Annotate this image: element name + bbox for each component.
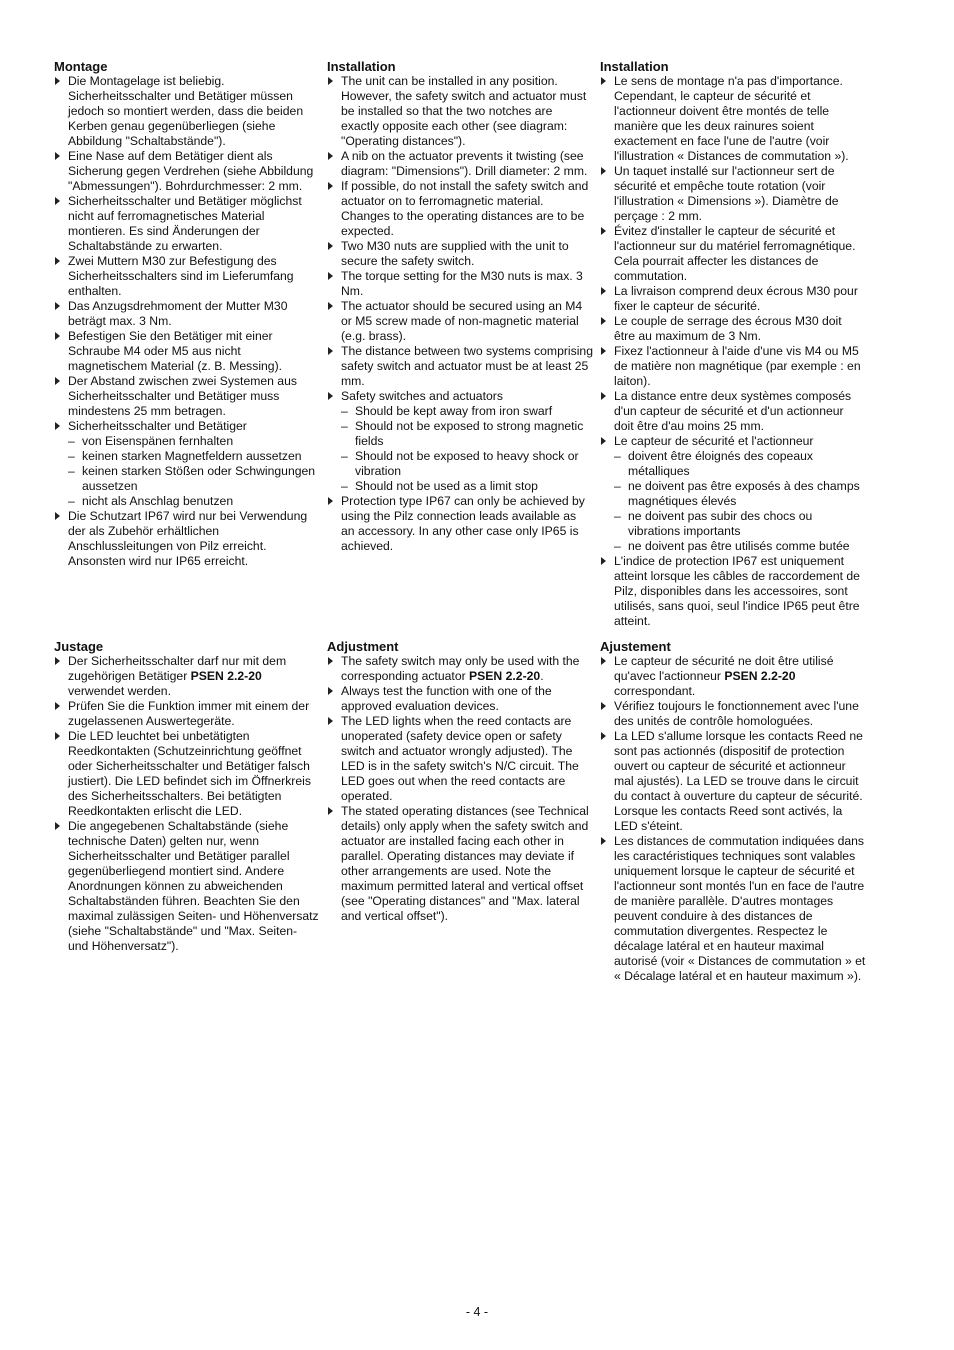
list-item: La distance entre deux systèmes composés d'un capteur de sécurité et d'un actionneur doit être d'au moins 25 mm. [600, 389, 866, 434]
section-montage [54, 59, 320, 569]
sub-item: – von Eisenspänen fernhalten [68, 434, 320, 449]
list-item: Le sens de montage n'a pas d'importance. Cependant, le capteur de sécurité et l'actionneur doivent être montés de telle manière que les deux rainures soient exactement en face l'une de l'autre (voir l'illustration « Distances de commutation »). [600, 74, 866, 164]
list-item: Die angegebenen Schaltabstände (siehe technische Daten) gelten nur, wenn Sicherheitsschalter und Betätiger parallel gegenüberliegend montiert sind. Andere Anordnungen können zu abweichenden Schaltabständen führen. Beachten Sie den maximal zulässigen Seiten- und Höhenversatz (siehe "Schaltabstände" und "Max. Seiten- und Höhenversatz"). [54, 819, 320, 954]
sub-list [68, 434, 320, 509]
list-item: A nib on the actuator prevents it twisting (see diagram: "Dimensions"). Drill diameter: 2 mm. [327, 149, 593, 179]
section-installation-fr [600, 59, 866, 629]
sub-list [341, 404, 593, 494]
list-item: La LED s'allume lorsque les contacts Reed ne sont pas actionnés (dispositif de protection ouvert ou capteur de sécurité et actionneur mal ajustés). La LED se trouve dans le circuit du contact à ouverture du capteur de sécurité. Lorsque les contacts Reed sont activés, la LED s'éteint. [600, 729, 866, 834]
list-item: Prüfen Sie die Funktion immer mit einem der zugelassenen Auswertegeräte. [54, 699, 320, 729]
list-item: Un taquet installé sur l'actionneur sert de sécurité et empêche toute rotation (voir l'illustration « Dimensions »). Diamètre de perçage : 2 mm. [600, 164, 866, 224]
list-item: Le capteur de sécurité et l'actionneur – doivent être éloignés des copeaux métalliques – ne doivent pas être exposés à des champs magnétiques élevés – ne doivent pas subir des chocs ou vibrations importants – ne doivent pas être utilisés comme butée [600, 434, 866, 554]
sub-item: – ne doivent pas être utilisés comme butée [614, 539, 866, 554]
list-item: Le capteur de sécurité ne doit être utilisé qu'avec l'actionneur PSEN 2.2-20 correspondant. [600, 654, 866, 699]
list-item: The safety switch may only be used with the corresponding actuator PSEN 2.2-20. [327, 654, 593, 684]
list-item: Sicherheitsschalter und Betätiger möglichst nicht auf ferromagnetisches Material montieren. Es sind Änderungen der Schaltabstände zu erwarten. [54, 194, 320, 254]
list-item: Die Schutzart IP67 wird nur bei Verwendung der als Zubehör erhältlichen Anschlussleitungen von Pilz erreicht. Ansonsten wird nur IP65 erreicht. [54, 509, 320, 569]
page-number: - 4 - [465, 1305, 489, 1319]
section-heading: Montage [54, 59, 108, 74]
list-item: Eine Nase auf dem Betätiger dient als Sicherung gegen Verdrehen (siehe Abbildung "Abmessungen"). Bohrdurchmesser: 2 mm. [54, 149, 320, 194]
list-item: Die Montagelage ist beliebig. Sicherheitsschalter und Betätiger müssen jedoch so montiert werden, dass die beiden Kerben genau gegenüberliegen (siehe Abbildung "Schaltabstände"). [54, 74, 320, 149]
list-item: Évitez d'installer le capteur de sécurité et l'actionneur sur du matériel ferromagnétique. Cela pourrait affecter les distances de commutation. [600, 224, 866, 284]
sub-item: – Should not be exposed to strong magnetic fields [341, 419, 593, 449]
list-item: Fixez l'actionneur à l'aide d'une vis M4 ou M5 de matière non magnétique (par exemple : en laiton). [600, 344, 866, 389]
sub-item: – ne doivent pas être exposés à des champs magnétiques élevés [614, 479, 866, 509]
sub-item: – Should not be exposed to heavy shock or vibration [341, 449, 593, 479]
sub-item: – Should not be used as a limit stop [341, 479, 593, 494]
section-heading: Ajustement [600, 639, 671, 654]
section-heading: Installation [600, 59, 669, 74]
sub-item: – keinen starken Stößen oder Schwingungen aussetzen [68, 464, 320, 494]
sub-item: – nicht als Anschlag benutzen [68, 494, 320, 509]
product-name: PSEN 2.2-20 [724, 669, 796, 683]
list-item: Zwei Muttern M30 zur Befestigung des Sicherheitsschalters sind im Lieferumfang enthalten. [54, 254, 320, 299]
list-item: Always test the function with one of the approved evaluation devices. [327, 684, 593, 714]
list-item: The unit can be installed in any position. However, the safety switch and actuator must be installed so that the two notches are exactly opposite each other (see diagram: "Operating distances"). [327, 74, 593, 149]
list-item: Two M30 nuts are supplied with the unit to secure the safety switch. [327, 239, 593, 269]
bullet-list [54, 74, 320, 569]
list-item: Safety switches and actuators – Should be kept away from iron swarf – Should not be exposed to strong magnetic fields – Should not be exposed to heavy shock or vibration – Should not be used as a limit stop [327, 389, 593, 494]
section-heading: Installation [327, 59, 396, 74]
bullet-list [600, 74, 866, 629]
sub-item: – ne doivent pas subir des chocs ou vibrations importants [614, 509, 866, 539]
list-item: The actuator should be secured using an M4 or M5 screw made of non-magnetic material (e.g. brass). [327, 299, 593, 344]
section-heading: Adjustment [327, 639, 399, 654]
list-item: Das Anzugsdrehmoment der Mutter M30 beträgt max. 3 Nm. [54, 299, 320, 329]
list-item: Befestigen Sie den Betätiger mit einer Schraube M4 oder M5 aus nicht magnetischem Material (z. B. Messing). [54, 329, 320, 374]
product-name: PSEN 2.2-20 [190, 669, 262, 683]
list-item: The distance between two systems comprising safety switch and actuator must be at least 25 mm. [327, 344, 593, 389]
bullet-list [327, 74, 593, 554]
list-item: If possible, do not install the safety switch and actuator on to ferromagnetic material. Changes to the operating distances are to be expected. [327, 179, 593, 239]
section-heading: Justage [54, 639, 104, 654]
list-item: The torque setting for the M30 nuts is max. 3 Nm. [327, 269, 593, 299]
section-adjustment [327, 639, 593, 924]
list-item: Die LED leuchtet bei unbetätigten Reedkontakten (Schutzeinrichtung geöffnet oder Sicherheitsschalter und Betätiger falsch justiert). Die LED befindet sich im Öffnerkreis des Sicherheitsschalters. Bei betätigten Reedkontakten erlischt die LED. [54, 729, 320, 819]
list-item: The stated operating distances (see Technical details) only apply when the safety switch and actuator are installed facing each other in parallel. Operating distances may deviate if other arrangements are used. Note the maximum permitted lateral and vertical offset (see "Operating distances" and "Max. lateral and vertical offset"). [327, 804, 593, 924]
list-item: The LED lights when the reed contacts are unoperated (safety device open or safety switch and actuator wrongly adjusted). The LED is in the safety switch's N/C circuit. The LED goes out when the reed contacts are operated. [327, 714, 593, 804]
list-item: Sicherheitsschalter und Betätiger – von Eisenspänen fernhalten – keinen starken Magnetfeldern aussetzen – keinen starken Stößen oder Schwingungen aussetzen – nicht als Anschlag benutzen [54, 419, 320, 509]
sub-item: – Should be kept away from iron swarf [341, 404, 593, 419]
bullet-list [54, 654, 320, 954]
sub-list [614, 449, 866, 554]
section-justage [54, 639, 320, 954]
bullet-list [600, 654, 866, 984]
list-item: Vérifiez toujours le fonctionnement avec l'une des unités de contrôle homologuées. [600, 699, 866, 729]
bullet-list [327, 654, 593, 924]
list-item: Der Abstand zwischen zwei Systemen aus Sicherheitsschalter und Betätiger muss mindestens 25 mm betragen. [54, 374, 320, 419]
list-item: Les distances de commutation indiquées dans les caractéristiques techniques sont valables uniquement lorsque le capteur de sécurité et l'actionneur sont montés l'un en face de l'autre de manière parallèle. D'autres montages peuvent conduire à des distances de commutation divergentes. Respectez le décalage latéral et en hauteur maximal autorisé (voir « Distances de commutation » et « Décalage latéral et en hauteur maximum »). [600, 834, 866, 984]
section-ajustement [600, 639, 866, 984]
list-item: L'indice de protection IP67 est uniquement atteint lorsque les câbles de raccordement de Pilz, disponibles dans les accessoires, sont utilisés, sans quoi, seul l'indice IP65 peut être atteint. [600, 554, 866, 629]
sub-item: – keinen starken Magnetfeldern aussetzen [68, 449, 320, 464]
sub-item: – doivent être éloignés des copeaux métalliques [614, 449, 866, 479]
list-item: Der Sicherheitsschalter darf nur mit dem zugehörigen Betätiger PSEN 2.2-20 verwendet werden. [54, 654, 320, 699]
list-item: Le couple de serrage des écrous M30 doit être au maximum de 3 Nm. [600, 314, 866, 344]
product-name: PSEN 2.2-20 [469, 669, 541, 683]
list-item: La livraison comprend deux écrous M30 pour fixer le capteur de sécurité. [600, 284, 866, 314]
list-item: Protection type IP67 can only be achieved by using the Pilz connection leads available as an accessory. In any other case only IP65 is achieved. [327, 494, 593, 554]
section-installation-en [327, 59, 593, 554]
